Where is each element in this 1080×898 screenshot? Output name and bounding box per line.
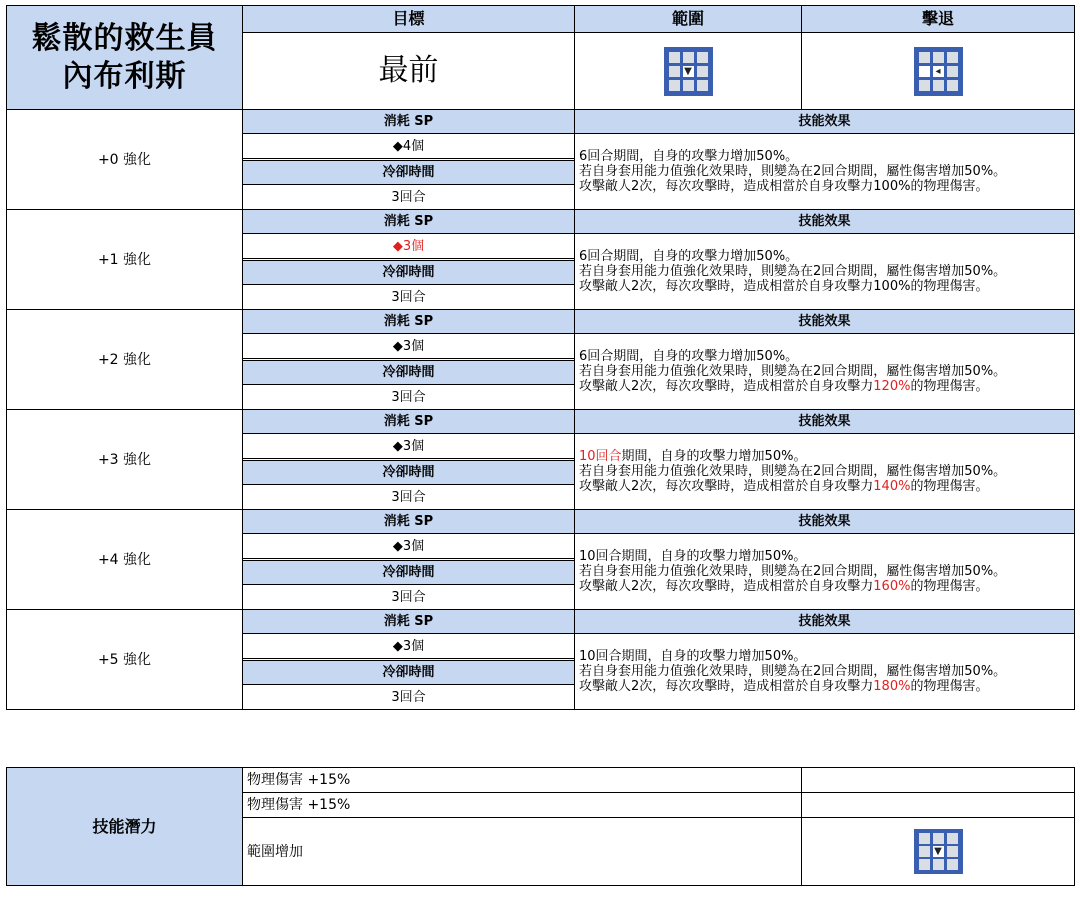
effect-highlight: 180% xyxy=(873,679,911,694)
skill-effect-header: 技能效果 xyxy=(575,310,1075,334)
column-header-target: 目標 xyxy=(243,6,575,33)
effect-line-3-end: 的物理傷害。 xyxy=(910,479,989,494)
sp-cost-header: 消耗 SP xyxy=(243,110,575,134)
target-value: 最前 xyxy=(243,33,575,110)
skill-effect-text xyxy=(575,434,1075,510)
sp-cost-header: 消耗 SP xyxy=(243,610,575,634)
effect-line-3-end: 100%的物理傷害。 xyxy=(873,179,989,194)
skill-effect-header: 技能效果 xyxy=(575,210,1075,234)
effect-line-3-end: 的物理傷害。 xyxy=(910,579,989,594)
cooldown-value: 3回合 xyxy=(243,285,575,310)
effect-line-1: 6回合期間，自身的攻擊力增加50%。 xyxy=(579,249,799,264)
level-name: +5 強化 xyxy=(7,610,243,710)
skill-effect-text xyxy=(575,334,1075,410)
effect-line-2: 若自身套用能力值強化效果時，則變為在2回合期間，屬性傷害增加50%。 xyxy=(579,164,1007,179)
sp-cost-value: ◆3個 xyxy=(243,434,575,459)
range-cell xyxy=(575,33,802,110)
potential-item-3: 範圍增加 xyxy=(243,818,802,886)
column-header-range: 範圍 xyxy=(575,6,802,33)
cooldown-value: 3回合 xyxy=(243,685,575,710)
effect-line-3: 攻擊敵人2次，每次攻擊時，造成相當於自身攻擊力 xyxy=(579,579,874,594)
grid-left-arrow-icon: ◂ xyxy=(914,47,963,96)
effect-highlight: 10回合 xyxy=(579,449,622,464)
effect-line-1: 6回合期間，自身的攻擊力增加50%。 xyxy=(579,349,799,364)
skill-effect-header: 技能效果 xyxy=(575,110,1075,134)
sp-cost-header: 消耗 SP xyxy=(243,310,575,334)
sp-cost-value: ◆3個 xyxy=(243,634,575,659)
cooldown-value: 3回合 xyxy=(243,185,575,210)
grid-down-arrow-icon: ▼ xyxy=(664,47,713,96)
effect-line-1: 期間，自身的攻擊力增加50%。 xyxy=(621,449,807,464)
level-name: +1 強化 xyxy=(7,210,243,310)
effect-line-3: 攻擊敵人2次，每次攻擊時，造成相當於自身攻擊力 xyxy=(579,379,874,394)
skill-table xyxy=(6,5,1075,710)
character-title xyxy=(7,6,243,110)
sp-cost-value: ◆3個 xyxy=(243,234,575,259)
effect-line-3: 攻擊敵人2次，每次攻擊時，造成相當於自身攻擊力 xyxy=(579,679,874,694)
skill-effect-text xyxy=(575,234,1075,310)
effect-line-3: 攻擊敵人2次，每次攻擊時，造成相當於自身攻擊力 xyxy=(579,479,874,494)
effect-line-1: 6回合期間，自身的攻擊力增加50%。 xyxy=(579,149,799,164)
potential-table xyxy=(6,767,1075,886)
level-name: +3 強化 xyxy=(7,410,243,510)
cooldown-header: 冷卻時間 xyxy=(243,561,575,585)
skill-effect-header: 技能效果 xyxy=(575,410,1075,434)
effect-line-1: 10回合期間，自身的攻擊力增加50%。 xyxy=(579,649,807,664)
potential-item-2: 物理傷害 +15% xyxy=(243,793,802,818)
level-name: +4 強化 xyxy=(7,510,243,610)
cooldown-value: 3回合 xyxy=(243,585,575,610)
skill-effect-text xyxy=(575,134,1075,210)
effect-line-3: 攻擊敵人2次，每次攻擊時，造成相當於自身攻擊力 xyxy=(579,279,874,294)
level-name: +0 強化 xyxy=(7,110,243,210)
cooldown-header: 冷卻時間 xyxy=(243,161,575,185)
knockback-cell xyxy=(802,33,1075,110)
sp-cost-value: ◆3個 xyxy=(243,534,575,559)
character-subtitle: 內布利斯 xyxy=(62,58,187,94)
character-name: 鬆散的救生員 xyxy=(31,20,218,56)
potential-item-2-extra xyxy=(802,793,1075,818)
skill-effect-text xyxy=(575,534,1075,610)
effect-line-2: 若自身套用能力值強化效果時，則變為在2回合期間，屬性傷害增加50%。 xyxy=(579,564,1007,579)
cooldown-header: 冷卻時間 xyxy=(243,361,575,385)
effect-highlight: 120% xyxy=(873,379,911,394)
effect-line-3-end: 的物理傷害。 xyxy=(910,379,989,394)
effect-line-2: 若自身套用能力值強化效果時，則變為在2回合期間，屬性傷害增加50%。 xyxy=(579,264,1007,279)
effect-line-3-end: 100%的物理傷害。 xyxy=(873,279,989,294)
cooldown-value: 3回合 xyxy=(243,385,575,410)
potential-item-3-icon-cell xyxy=(802,818,1075,886)
potential-item-1: 物理傷害 +15% xyxy=(243,768,802,793)
potential-label: 技能潛力 xyxy=(7,768,243,886)
skill-effect-header: 技能效果 xyxy=(575,610,1075,634)
potential-item-1-extra xyxy=(802,768,1075,793)
cooldown-header: 冷卻時間 xyxy=(243,661,575,685)
grid-down-arrow-icon: ▼ xyxy=(914,829,963,874)
sp-cost-header: 消耗 SP xyxy=(243,210,575,234)
skill-effect-header: 技能效果 xyxy=(575,510,1075,534)
effect-highlight: 160% xyxy=(873,579,911,594)
effect-line-3-end: 的物理傷害。 xyxy=(910,679,989,694)
skill-effect-text xyxy=(575,634,1075,710)
cooldown-header: 冷卻時間 xyxy=(243,261,575,285)
level-name: +2 強化 xyxy=(7,310,243,410)
sp-cost-header: 消耗 SP xyxy=(243,410,575,434)
effect-highlight: 140% xyxy=(873,479,911,494)
effect-line-2: 若自身套用能力值強化效果時，則變為在2回合期間，屬性傷害增加50%。 xyxy=(579,464,1007,479)
cooldown-value: 3回合 xyxy=(243,485,575,510)
effect-line-3: 攻擊敵人2次，每次攻擊時，造成相當於自身攻擊力 xyxy=(579,179,874,194)
effect-line-1: 10回合期間，自身的攻擊力增加50%。 xyxy=(579,549,807,564)
cooldown-header: 冷卻時間 xyxy=(243,461,575,485)
sp-cost-value: ◆4個 xyxy=(243,134,575,159)
sp-cost-value: ◆3個 xyxy=(243,334,575,359)
sp-cost-header: 消耗 SP xyxy=(243,510,575,534)
effect-line-2: 若自身套用能力值強化效果時，則變為在2回合期間，屬性傷害增加50%。 xyxy=(579,664,1007,679)
column-header-knockback: 擊退 xyxy=(802,6,1075,33)
effect-line-2: 若自身套用能力值強化效果時，則變為在2回合期間，屬性傷害增加50%。 xyxy=(579,364,1007,379)
